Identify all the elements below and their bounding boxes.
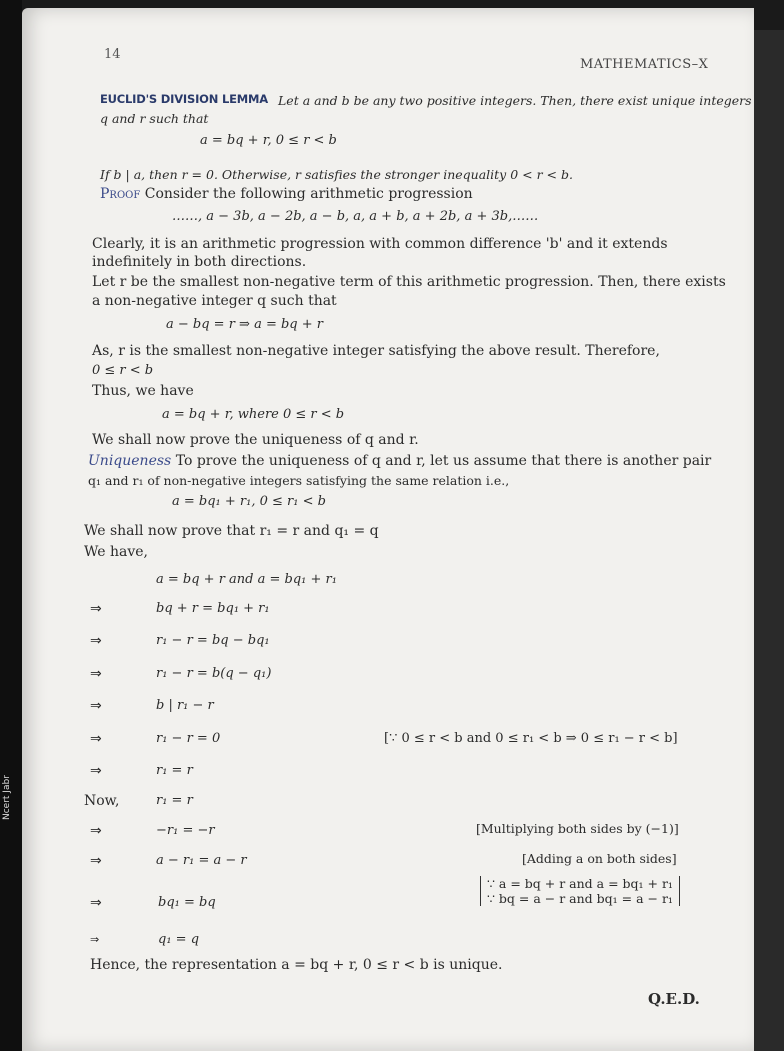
let-line-1: Let r be the smallest non-negative term of this arithmetic progression. Then, there exists xyxy=(92,274,726,290)
step-5: r₁ − r = 0 xyxy=(156,731,221,746)
bracket-group xyxy=(480,876,680,906)
reason-bounds: [∵ 0 ≤ r < b and 0 ≤ r₁ < b ⇒ 0 ≤ r₁ − r < b] xyxy=(384,731,678,746)
implies-arrow: ⇒ xyxy=(90,933,100,946)
lemma-statement: Let a and b be any two positive integers. Then, there exist unique integers xyxy=(278,93,752,108)
reason-line-2: ∵ bq = a − r and bq₁ = a − r₁ xyxy=(487,891,673,906)
lemma-statement-cont: q and r such that xyxy=(100,111,209,126)
proof-text: Consider the following arithmetic progression xyxy=(144,186,473,202)
conclusion-line: Hence, the representation a = bq + r, 0 ≤ r < b is unique. xyxy=(90,957,503,973)
left-page-edge xyxy=(0,0,22,1051)
equation-division: a = bq + r, 0 ≤ r < b xyxy=(200,133,337,148)
proof-label: Proof xyxy=(100,186,141,202)
step-4: b | r₁ − r xyxy=(156,698,214,713)
reason-substitution xyxy=(480,876,680,907)
running-header: MATHEMATICS–X xyxy=(580,57,709,72)
implies-arrow: ⇒ xyxy=(90,853,102,869)
step-3: r₁ − r = b(q − q₁) xyxy=(156,666,272,681)
clearly-line-1: Clearly, it is an arithmetic progression with common difference 'b' and it extends xyxy=(92,236,668,252)
step-negate: −r₁ = −r xyxy=(156,823,215,838)
step-add: a − r₁ = a − r xyxy=(156,853,247,868)
equation-both: a = bq + r and a = bq₁ + r₁ xyxy=(156,572,337,587)
now-equation: r₁ = r xyxy=(156,793,193,808)
equation-second-pair: a = bq₁ + r₁, 0 ≤ r₁ < b xyxy=(172,494,326,509)
implies-arrow: ⇒ xyxy=(90,666,102,682)
proof-line xyxy=(100,186,473,202)
reason-multiply: [Multiplying both sides by (−1)] xyxy=(476,821,679,836)
arithmetic-progression: ……, a − 3b, a − 2b, a − b, a, a + b, a + 2b, a + 3b,…… xyxy=(172,209,539,224)
implies-arrow: ⇒ xyxy=(90,601,102,617)
equation-where: a = bq + r, where 0 ≤ r < b xyxy=(162,407,345,422)
step-6: r₁ = r xyxy=(156,763,193,778)
step-final: q₁ = q xyxy=(158,932,200,947)
equation-remainder: a − bq = r ⇒ a = bq + r xyxy=(166,317,324,332)
let-line-2: a non-negative integer q such that xyxy=(92,293,337,309)
implies-arrow: ⇒ xyxy=(90,731,102,747)
uniqueness-label: Uniqueness xyxy=(88,453,172,469)
shall-prove-uniqueness: We shall now prove the uniqueness of q and r. xyxy=(92,432,419,448)
implies-arrow: ⇒ xyxy=(90,895,102,911)
reason-line-1: ∵ a = bq + r and a = bq₁ + r₁ xyxy=(487,876,673,891)
step-2: r₁ − r = bq − bq₁ xyxy=(156,633,270,648)
uniqueness-line-2: q₁ and r₁ of non-negative integers satisfying the same relation i.e., xyxy=(88,473,510,488)
implies-arrow: ⇒ xyxy=(90,763,102,779)
uniqueness-text: To prove the uniqueness of q and r, let us assume that there is another pair xyxy=(175,453,712,469)
we-have-line: We have, xyxy=(84,544,148,560)
left-edge-text: Ncert Jabr xyxy=(2,775,12,820)
reason-add: [Adding a on both sides] xyxy=(522,851,677,866)
if-divides-line: If b | a, then r = 0. Otherwise, r satisfies the stronger inequality 0 < r < b. xyxy=(100,167,573,182)
as-line-2: 0 ≤ r < b xyxy=(92,363,154,378)
implies-arrow: ⇒ xyxy=(90,823,102,839)
as-line-1: As, r is the smallest non-negative integer satisfying the above result. Therefore, xyxy=(92,343,660,359)
thus-line: Thus, we have xyxy=(92,383,194,399)
step-bq: bq₁ = bq xyxy=(158,895,216,910)
now-label: Now, xyxy=(84,793,120,809)
page-number: 14 xyxy=(104,47,121,62)
right-page-edge xyxy=(754,30,784,1051)
shall-prove-equal: We shall now prove that r₁ = r and q₁ = q xyxy=(84,523,379,539)
clearly-line-2: indefinitely in both directions. xyxy=(92,254,307,270)
qed-mark: Q.E.D. xyxy=(648,990,700,1008)
step-1: bq + r = bq₁ + r₁ xyxy=(156,601,270,616)
implies-arrow: ⇒ xyxy=(90,698,102,714)
uniqueness-line xyxy=(88,453,711,469)
lemma-title: EUCLID'S DIVISION LEMMA xyxy=(100,92,268,106)
implies-arrow: ⇒ xyxy=(90,633,102,649)
